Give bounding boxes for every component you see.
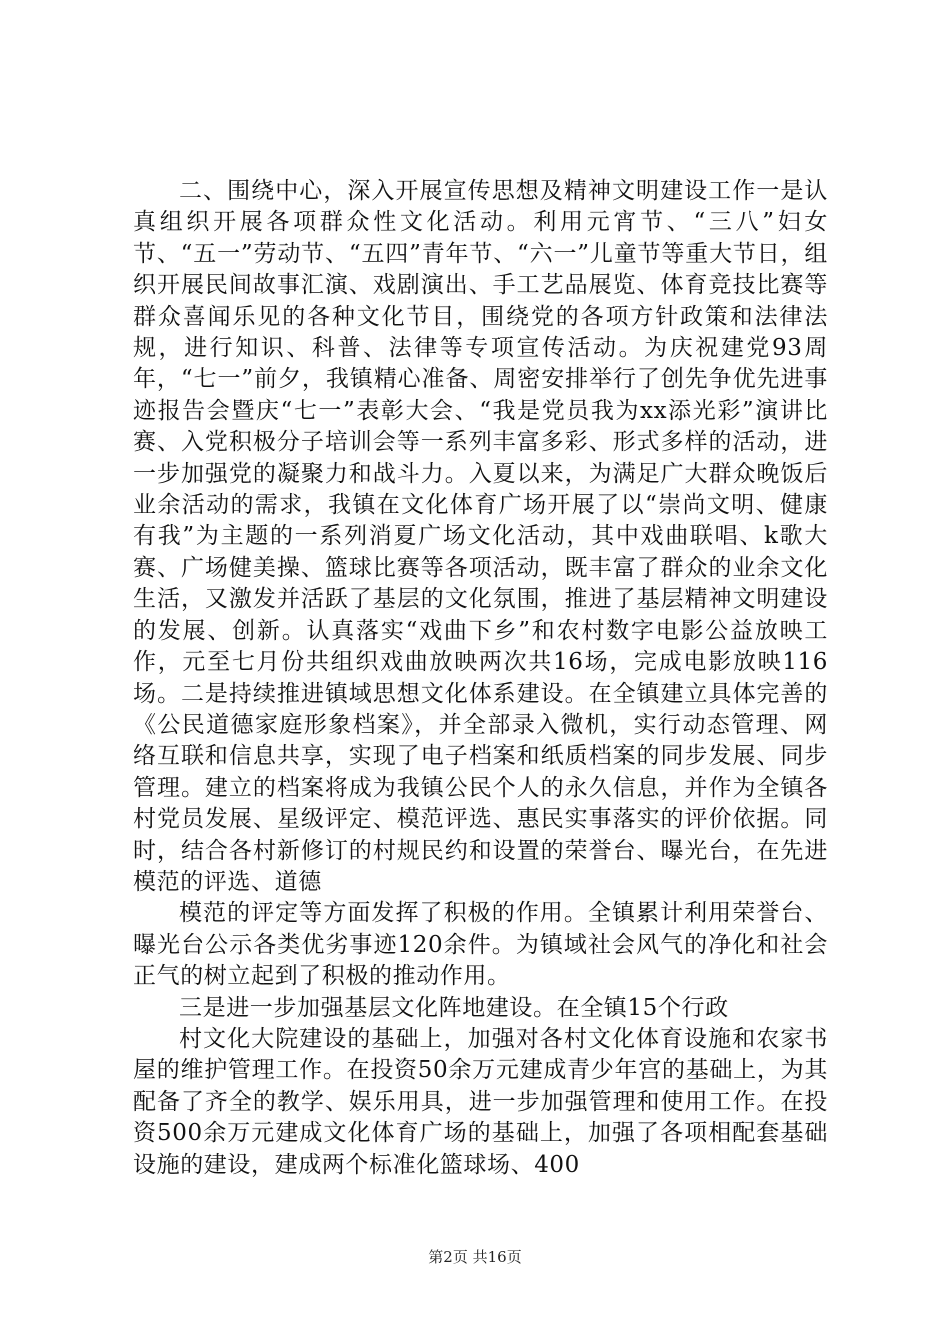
- document-body: [133, 176, 828, 1181]
- paragraph-2: 模范的评定等方面发挥了积极的作用。全镇累计利用荣誉台、曝光台公示各类优劣事迹120余件。为镇域社会风气的净化和社会正气的树立起到了积极的推动作用。: [133, 900, 828, 990]
- paragraph-3: 三是进一步加强基层文化阵地建设。在全镇15个行政: [179, 994, 729, 1021]
- paragraph-1: 二、围绕中心，深入开展宣传思想及精神文明建设工作一是认真组织开展各项群众性文化活动。利用元宵节、“三八”妇女节、“五一”劳动节、“五四”青年节、“六一”儿童节等重大节日，组织开展民间故事汇演、戏剧演出、手工艺品展览、体育竞技比赛等群众喜闻乐见的各种文化节目，围绕党的各项方针政策和法律法规，进行知识、科普、法律等专项宣传活动。为庆祝建党93周年，“七一”前夕，我镇精心准备、周密安排举行了创先争优先进事迹报告会暨庆“七一”表彰大会、“我是党员我为xx添光彩”演讲比赛、入党积极分子培训会等一系列丰富多彩、形式多样的活动，进一步加强党的凝聚力和战斗力。入夏以来，为满足广大群众晚饭后业余活动的需求，我镇在文化体育广场开展了以“崇尚文明、健康有我”为主题的一系列消夏广场文化活动，其中戏曲联唱、k歌大赛、广场健美操、篮球比赛等各项活动，既丰富了群众的业余文化生活，又激发并活跃了基层的文化氛围，推进了基层精神文明建设的发展、创新。认真落实“戏曲下乡”和农村数字电影公益放映工作，元至七月份共组织戏曲放映两次共16场，完成电影放映116场。二是持续推进镇域思想文化体系建设。在全镇建立具体完善的《公民道德家庭形象档案》，并全部录入微机，实行动态管理、网络互联和信息共享，实现了电子档案和纸质档案的同步发展、同步管理。建立的档案将成为我镇公民个人的永久信息，并作为全镇各村党员发展、星级评定、模范评选、惠民实事落实的评价依据。同时，结合各村新修订的村规民约和设置的荣誉台、曝光台，在先进模范的评选、道德: [133, 178, 828, 895]
- page-number-indicator: 第2页 共16页: [428, 1248, 522, 1266]
- paragraph-4: 村文化大院建设的基础上，加强对各村文化体育设施和农家书屋的维护管理工作。在投资50余万元建成青少年宫的基础上，为其配备了齐全的教学、娱乐用具，进一步加强管理和使用工作。在投资500余万元建成文化体育广场的基础上，加强了各项相配套基础设施的建设，建成两个标准化篮球场、400: [133, 1025, 828, 1178]
- page-footer: [0, 1246, 950, 1267]
